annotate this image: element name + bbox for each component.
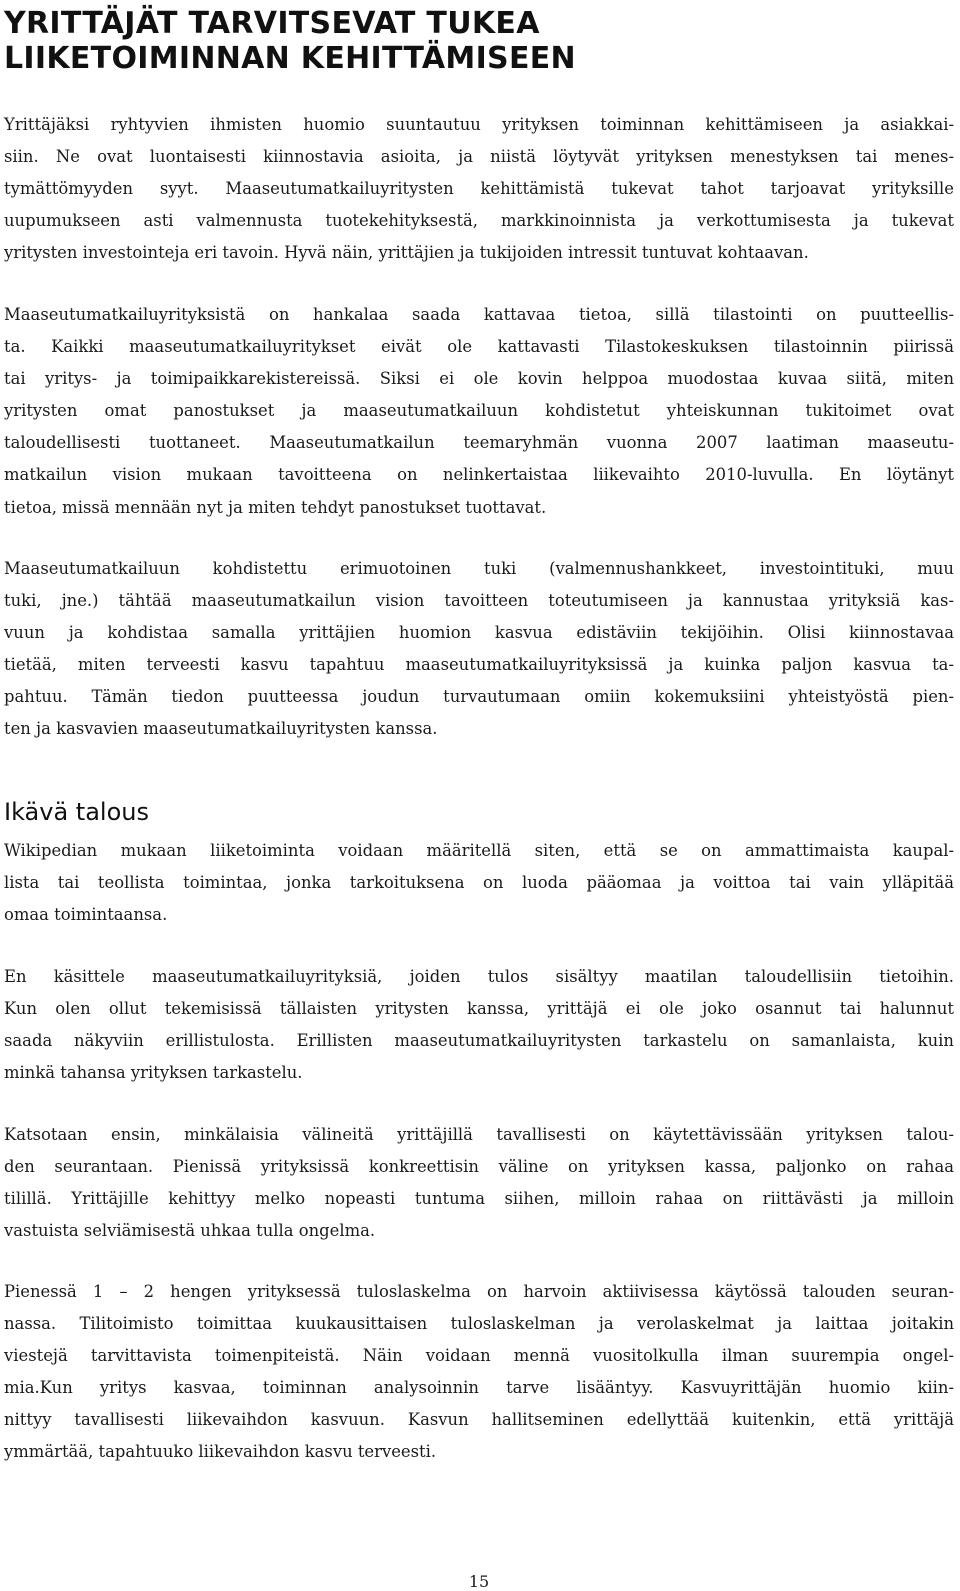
page-number: 15 (468, 1572, 490, 1591)
text-line: mia.Kun yritys kasvaa, toiminnan analysoinnin tarve lisääntyy. Kasvuyrittäjän huomio kiin- (4, 1378, 954, 1398)
text-line: Katsotaan ensin, minkälaisia välineitä yrittäjillä tavallisesti on käytettävissään yrityksen talou- (4, 1125, 954, 1144)
paragraph-4 (4, 835, 954, 931)
page-title-line-2: LIIKETOIMINNAN KEHITTÄMISEEN (4, 41, 576, 76)
text-line: lista tai teollista toimintaa, jonka tarkoituksena on luoda pääomaa ja voittoa tai vain ylläpitää (4, 873, 954, 893)
paragraph-2 (4, 299, 954, 524)
text-line: tietoa, missä mennään nyt ja miten tehdyt panostukset tuottavat. (4, 497, 547, 517)
text-line: yritysten omat panostukset ja maaseutumatkailuun kohdistetut yhteiskunnan tukitoimet ovat (4, 401, 954, 421)
text-line: Yrittäjäksi ryhtyvien ihmisten huomio suuntautuu yrityksen toiminnan kehittämiseen ja asiakkai- (4, 115, 954, 134)
paragraph-6 (4, 1119, 954, 1247)
text-line: ymmärtää, tapahtuuko liikevaihdon kasvu terveesti. (4, 1442, 437, 1462)
text-line: vuun ja kohdistaa samalla yrittäjien huomion kasvua edistäviin tekijöihin. Olisi kiinnostavaa (4, 623, 954, 643)
paragraph-3 (4, 553, 954, 746)
text-line: ta. Kaikki maaseutumatkailuyritykset eivät ole kattavasti Tilastokeskuksen tilastoinnin piirissä (4, 337, 954, 357)
text-line: siin. Ne ovat luontaisesti kiinnostavia asioita, ja niistä löytyvät yrityksen menestyksen tai menes- (4, 147, 954, 167)
text-line: Maaseutumatkailuyrityksistä on hankalaa saada kattavaa tietoa, sillä tilastointi on puutteellis- (4, 305, 954, 324)
page-title-line-1: YRITTÄJÄT TARVITSEVAT TUKEA (4, 6, 540, 41)
text-line: nassa. Tilitoimisto toimittaa kuukausittaisen tuloslaskelman ja verolaskelmat ja laittaa joitakin (4, 1314, 954, 1334)
text-line: tuki, jne.) tähtää maaseutumatkailun vision tavoitteen toteutumiseen ja kannustaa yrityksiä kas- (4, 591, 954, 611)
text-line: ten ja kasvavien maaseutumatkailuyritysten kanssa. (4, 719, 438, 739)
text-line: tilillä. Yrittäjille kehittyy melko nopeasti tuntuma siihen, milloin rahaa on riittävästi ja milloin (4, 1189, 954, 1209)
text-line: pahtuu. Tämän tiedon puutteessa joudun turvautumaan omiin kokemuksiini yhteistyöstä pien- (4, 687, 954, 707)
text-line: uupumukseen asti valmennusta tuotekehityksestä, markkinoinnista ja verkottumisesta ja tukevat (4, 211, 954, 231)
text-line: Pienessä 1 – 2 hengen yrityksessä tuloslaskelma on harvoin aktiivisessa käytössä talouden seuran- (4, 1282, 954, 1301)
text-line: Wikipedian mukaan liiketoiminta voidaan määritellä siten, että se on ammattimaista kaupal- (4, 841, 954, 860)
text-line: vastuista selviämisestä uhkaa tulla ongelma. (4, 1221, 376, 1241)
text-line: yritysten investointeja eri tavoin. Hyvä näin, yrittäjien ja tukijoiden intressit tuntuvat kohtaavan. (4, 243, 809, 263)
text-line: tymättömyyden syyt. Maaseutumatkailuyritysten kehittämistä tukevat tahot tarjoavat yrityksille (4, 179, 954, 199)
text-line: omaa toimintaansa. (4, 905, 168, 925)
text-line: minkä tahansa yrityksen tarkastelu. (4, 1063, 303, 1083)
text-line: viestejä tarvittavista toimenpiteistä. Näin voidaan mennä vuositolkulla ilman suurempia ongel- (4, 1346, 954, 1366)
text-line: saada näkyviin erillistulosta. Erillisten maaseutumatkailuyritysten tarkastelu on samanlaista, kuin (4, 1031, 954, 1051)
text-line: matkailun vision mukaan tavoitteena on nelinkertaistaa liikevaihto 2010-luvulla. En löytänyt (4, 465, 954, 485)
text-line: den seurantaan. Pienissä yrityksissä konkreettisin väline on yrityksen kassa, paljonko on rahaa (4, 1157, 954, 1177)
text-line: tai yritys- ja toimipaikkarekistereissä. Siksi ei ole kovin helppoa muodostaa kuvaa siitä, miten (4, 369, 954, 389)
text-line: tietää, miten terveesti kasvu tapahtuu maaseutumatkailuyrityksissä ja kuinka paljon kasvua ta- (4, 655, 954, 675)
text-line: nittyy tavallisesti liikevaihdon kasvuun. Kasvun hallitseminen edellyttää kuitenkin, että yrittäjä (4, 1410, 954, 1430)
section-heading: Ikävä talous (4, 798, 149, 826)
text-line: taloudellisesti tuottaneet. Maaseutumatkailun teemaryhmän vuonna 2007 laatiman maaseutu- (4, 433, 954, 453)
page-title (4, 6, 576, 76)
paragraph-5 (4, 961, 954, 1089)
text-line: Kun olen ollut tekemisissä tällaisten yritysten kanssa, yrittäjä ei ole joko osannut tai halunnut (4, 999, 954, 1019)
text-line: En käsittele maaseutumatkailuyrityksiä, joiden tulos sisältyy maatilan taloudellisiin tietoihin. (4, 967, 954, 986)
paragraph-1 (4, 109, 954, 269)
paragraph-7 (4, 1276, 954, 1469)
text-line: Maaseutumatkailuun kohdistettu erimuotoinen tuki (valmennushankkeet, investointituki, muu (4, 559, 954, 578)
